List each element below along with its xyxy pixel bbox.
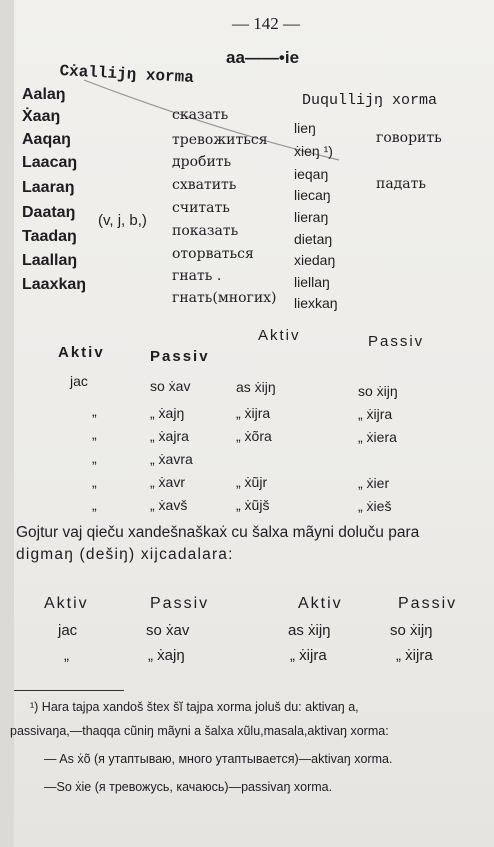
- verb-translation: схватить: [172, 177, 237, 193]
- table2-cell: so ẋav: [146, 622, 190, 639]
- table1-cell: „: [92, 426, 97, 442]
- table1-cell: so ẋav: [150, 378, 191, 394]
- table1-cell: „ ẋajŋ: [150, 405, 185, 421]
- table1-cell: „ ẋavš: [150, 497, 188, 513]
- verb-translation: считать: [172, 200, 230, 216]
- duqullijn-translation: говорить: [376, 130, 442, 146]
- table1-header: Passiv: [150, 348, 210, 365]
- table1-cell: „: [92, 497, 97, 513]
- verb-word: Ẋaaŋ: [22, 108, 61, 125]
- table2-cell: so ẋijŋ: [390, 622, 433, 639]
- table1-cell: „ ẋavra: [150, 451, 193, 467]
- table2-header: Passiv: [150, 595, 210, 612]
- table2-cell: „ ẋajŋ: [148, 647, 185, 664]
- footnote-rule: [14, 690, 124, 691]
- verb-translation: гнать .: [172, 268, 222, 284]
- footnote-line: ¹) Hara tajpa xandoš štex šĭ tajpa xorma joluš du: aktivaŋ a,: [30, 700, 359, 714]
- duqullijn-form: liecaŋ: [294, 187, 331, 203]
- verb-word: Aalaŋ: [22, 86, 66, 103]
- table1-header: Aktiv: [58, 344, 105, 361]
- paragraph-line: digmaŋ (dešiŋ) xijcadalara:: [16, 546, 234, 563]
- duqullijn-form: lieraŋ: [294, 209, 329, 225]
- verb-word: Taadaŋ: [22, 228, 77, 245]
- duqullijn-form: lieŋ: [294, 120, 316, 136]
- duqullijn-form: dietaŋ: [294, 231, 333, 247]
- table1-cell: „ ẋavr: [150, 474, 185, 490]
- table1-header: Passiv: [368, 333, 425, 350]
- table1-cell: „ ẋiera: [358, 429, 397, 445]
- footnote-line: passivaŋa,—thaqqa cũniŋ mãyni a šalxa xũlu,masala,aktivaŋ xorma:: [10, 724, 389, 738]
- table1-header: Aktiv: [258, 327, 301, 344]
- running-head: aa——•ie: [226, 48, 300, 67]
- table1-cell: „ ẋõra: [236, 428, 272, 444]
- verb-translation: показать: [172, 223, 239, 239]
- duqullijn-form: ẋieŋ ¹): [294, 143, 333, 159]
- verb-word: Laacaŋ: [22, 154, 78, 171]
- table2-cell: jac: [58, 622, 78, 639]
- table1-cell: „ ẋũjr: [236, 474, 268, 490]
- verb-word: Laallaŋ: [22, 252, 78, 269]
- table1-cell: „ ẋier: [358, 475, 390, 491]
- left-column-header: Cẋallijŋ xorma: [59, 62, 195, 88]
- verb-translation: тревожиться: [172, 132, 268, 148]
- table1-cell: „: [92, 450, 97, 466]
- table1-cell: „ ẋieš: [358, 498, 392, 514]
- table1-cell: „ ẋajra: [150, 428, 189, 444]
- table2-cell: „ ẋijra: [290, 647, 327, 664]
- table1-cell: „ ẋijra: [236, 405, 271, 421]
- table1-cell: „: [92, 474, 97, 490]
- table1-cell: as ẋijŋ: [236, 379, 276, 395]
- table2-cell: as ẋijŋ: [288, 622, 331, 639]
- verb-translation: дробить: [172, 154, 232, 170]
- right-column-header: Duqullijŋ xorma: [302, 92, 438, 109]
- table2-header: Passiv: [398, 595, 458, 612]
- verb-word: Daataŋ: [22, 204, 76, 221]
- footnote-line: —So ẋie (я тревожусь, качаюсь)—passivaŋ xorma.: [44, 780, 333, 794]
- bracket-note: (v, j, b,): [98, 212, 147, 229]
- duqullijn-translation: падать: [376, 176, 427, 192]
- table2-header: Aktiv: [44, 595, 89, 612]
- duqullijn-form: liellaŋ: [294, 274, 330, 290]
- table1-cell: „ ẋijra: [358, 406, 393, 422]
- verb-word: Laaxkaŋ: [22, 276, 87, 293]
- table2-cell: „: [64, 647, 69, 664]
- table2-cell: „ ẋijra: [396, 647, 433, 664]
- book-page: [10, 0, 494, 847]
- verb-translation: оторваться: [172, 246, 254, 262]
- table2-header: Aktiv: [298, 595, 343, 612]
- verb-translation: сказать: [172, 107, 229, 123]
- duqullijn-form: xiedaŋ: [294, 252, 336, 268]
- verb-word: Laaraŋ: [22, 179, 75, 196]
- page-number: — 142 —: [232, 14, 300, 33]
- verb-word: Aaqaŋ: [22, 131, 71, 148]
- footnote-line: — As ẋõ (я утаптываю, много утаптывается)—aktivaŋ xorma.: [44, 752, 393, 766]
- verb-translation: гнать(многих): [172, 290, 277, 306]
- table1-cell: jac: [70, 373, 88, 389]
- duqullijn-form: ieqaŋ: [294, 166, 329, 182]
- table1-cell: „ ẋũjš: [236, 497, 270, 513]
- paragraph-line: Gojtur vaj qieču xandešnaškaẋ cu šalxa mãyni doluču para: [16, 524, 420, 541]
- duqullijn-form: liexkaŋ: [294, 295, 338, 311]
- table1-cell: „: [92, 403, 97, 419]
- table1-cell: so ẋijŋ: [358, 383, 398, 399]
